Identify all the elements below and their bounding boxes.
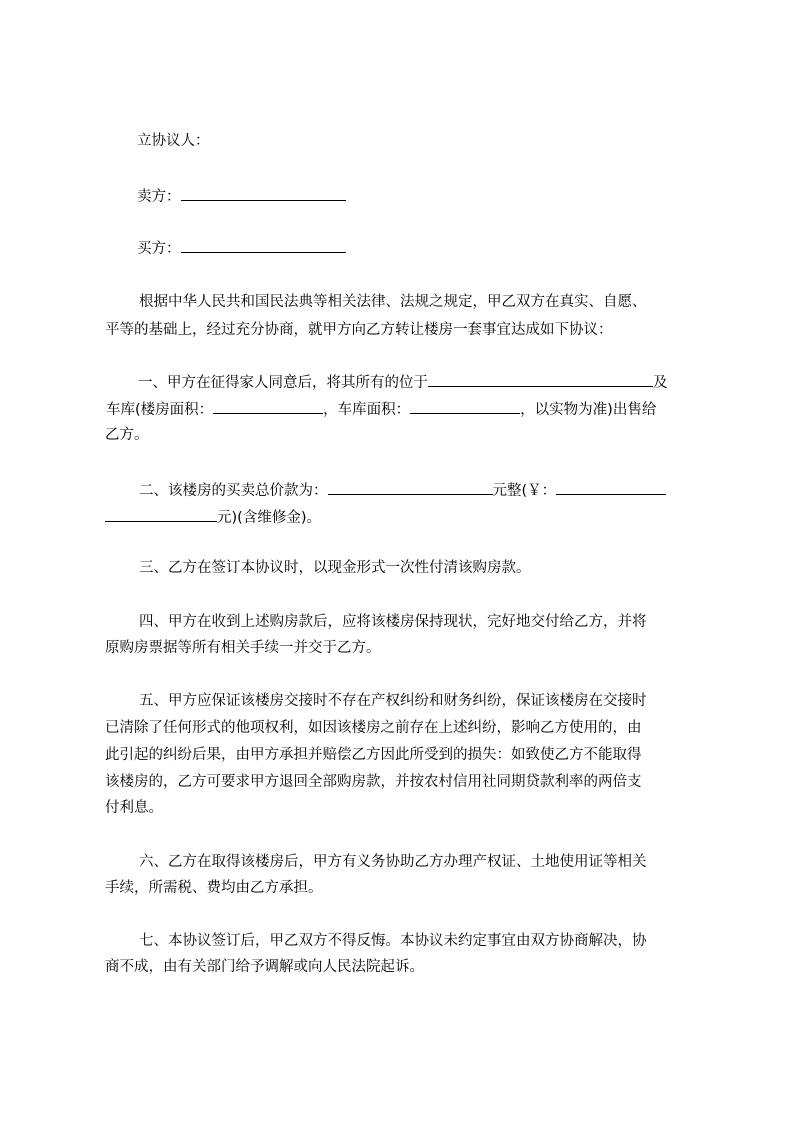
clause7-line-2: 商不成，由有关部门给予调解或向人民法院起诉。 bbox=[105, 959, 424, 975]
clause1-garage-label: ，车库面积： bbox=[323, 402, 411, 418]
clause1-prefix: 一、甲方在征得家人同意后，将其所有的位于 bbox=[138, 375, 428, 391]
clause2-line-2 bbox=[105, 506, 321, 528]
clause5-line-4: 该楼房的，乙方可要求甲方退回全部购房款，并按农村信用社同期贷款利率的两倍支 bbox=[105, 774, 642, 790]
preamble-line-1: 根据中华人民共和国民法典等相关法律、法规之规定，甲乙双方在真实、自愿、 bbox=[139, 294, 647, 310]
clause2-mid: 元整(￥： bbox=[492, 483, 557, 499]
party-heading: 立协议人： bbox=[137, 133, 210, 149]
clause7-line-1: 七、本协议签订后，甲乙双方不得反悔。本协议未约定事宜由双方协商解决，协 bbox=[139, 933, 647, 949]
clause4-line-1: 四、甲方在收到上述购房款后，应将该楼房保持现状，完好地交付给乙方，并将 bbox=[139, 614, 647, 630]
total-price-figure-blank-2[interactable] bbox=[105, 506, 217, 522]
clause5-line-1: 五、甲方应保证该楼房交接时不存在产权纠纷和财务纠纷，保证该楼房在交接时 bbox=[139, 693, 647, 709]
clause4-line-2: 原购房票据等所有相关手续一并交于乙方。 bbox=[105, 640, 381, 656]
clause6-line-2: 手续，所需税、费均由乙方承担。 bbox=[105, 880, 323, 896]
seller-label: 卖方： bbox=[137, 189, 181, 205]
clause1-line-1 bbox=[138, 371, 668, 393]
preamble-line-2: 平等的基础上，经过充分协商，就甲方向乙方转让楼房一套事宜达成如下协议： bbox=[105, 322, 613, 338]
clause6-line-1: 六、乙方在取得该楼房后，甲方有义务协助乙方办理产权证、土地使用证等相关 bbox=[139, 854, 647, 870]
clause1-area-label: 车库(楼房面积： bbox=[106, 402, 214, 418]
clause2-line-1 bbox=[139, 479, 666, 501]
clause3-line: 三、乙方在签订本协议时，以现金形式一次性付清该购房款。 bbox=[139, 560, 531, 576]
total-price-words-blank[interactable] bbox=[328, 479, 493, 495]
total-price-figure-blank-1[interactable] bbox=[556, 479, 666, 495]
buyer-name-blank[interactable] bbox=[181, 237, 346, 253]
clause5-line-3: 此引起的纠纷后果，由甲方承担并赔偿乙方因此所受到的损失：如致使乙方不能取得 bbox=[105, 747, 642, 763]
buyer-line bbox=[137, 237, 346, 259]
building-area-blank[interactable] bbox=[213, 398, 323, 414]
clause5-line-2: 已清除了任何形式的他项权利，如因该楼房之前存在上述纠纷，影响乙方使用的，由 bbox=[105, 720, 642, 736]
garage-area-blank[interactable] bbox=[410, 398, 520, 414]
property-location-blank[interactable] bbox=[428, 371, 653, 387]
clause1-line-3: 乙方。 bbox=[105, 427, 149, 443]
clause1-tail: ，以实物为准)出售给 bbox=[520, 402, 657, 418]
clause2-suffix: 元)(含维修金)。 bbox=[217, 510, 321, 526]
clause1-line-2 bbox=[106, 398, 656, 420]
seller-name-blank[interactable] bbox=[181, 185, 346, 201]
clause5-line-5: 付利息。 bbox=[105, 800, 163, 816]
clause1-suffix: 及 bbox=[653, 375, 668, 391]
seller-line bbox=[137, 185, 346, 207]
clause2-prefix: 二、该楼房的买卖总价款为： bbox=[139, 483, 328, 499]
buyer-label: 买方： bbox=[137, 241, 181, 257]
